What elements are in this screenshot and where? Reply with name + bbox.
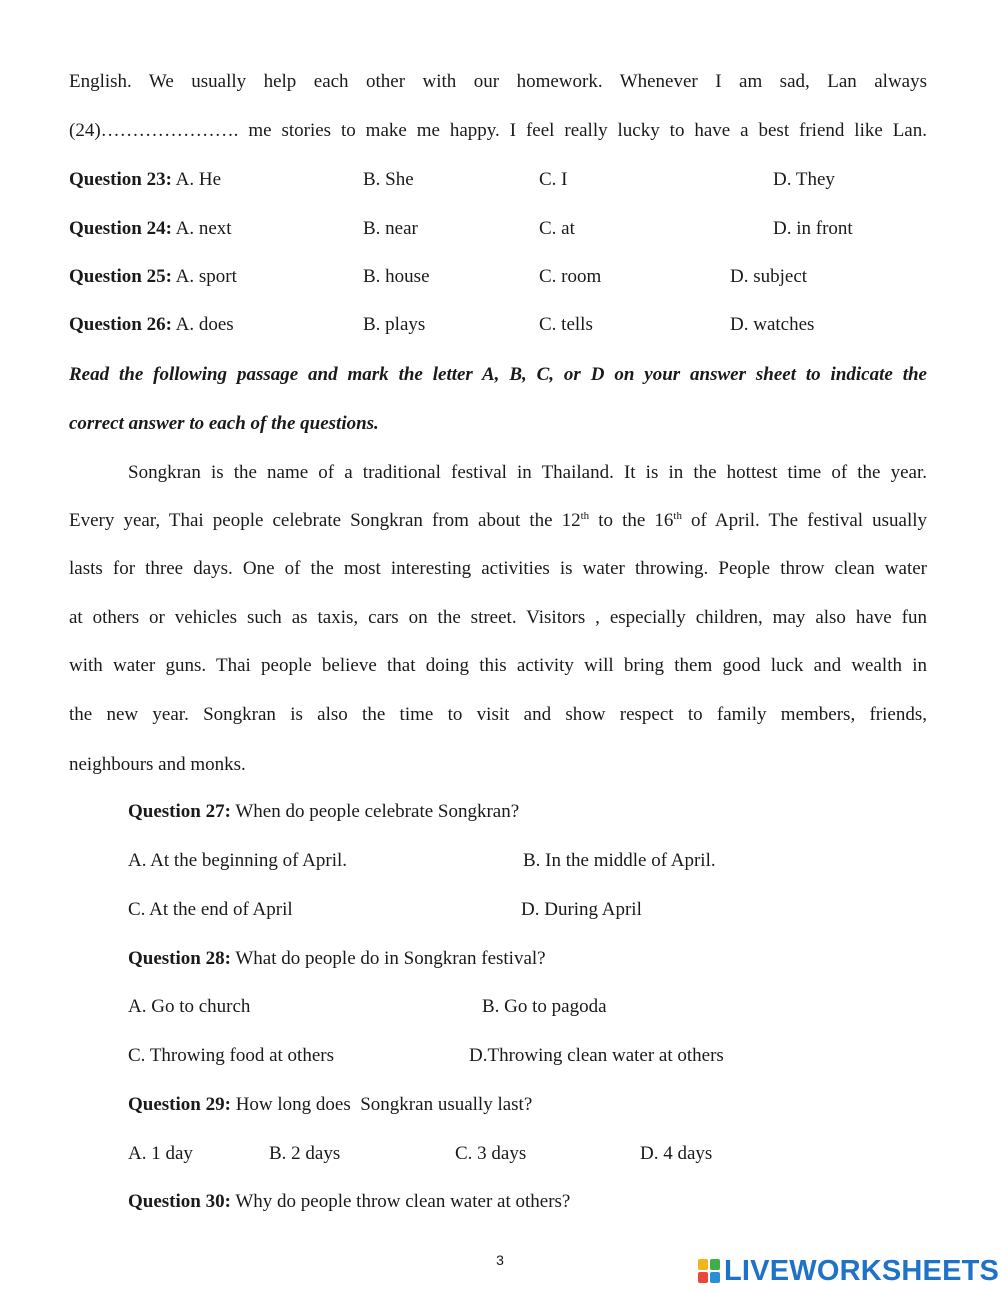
page-number: 3 (496, 1252, 504, 1268)
question-label: Question 27: (128, 801, 231, 822)
q28-option-d: D.Throwing clean water at others (469, 1045, 724, 1066)
liveworksheets-logo-icon (698, 1259, 720, 1283)
q29-option-b: B. 2 days (269, 1143, 341, 1164)
question-label: Question 28: (128, 948, 231, 969)
instruction-line: correct answer to each of the questions. (69, 413, 379, 434)
q27-option-a: A. At the beginning of April. (128, 850, 348, 871)
q28-option-b: B. Go to pagoda (482, 996, 607, 1017)
passage2-line: neighbours and monks. (69, 754, 246, 775)
option-c: C. tells (539, 314, 593, 335)
option-a: A. sport (175, 266, 237, 287)
option-b: B. near (363, 218, 418, 239)
option-b: B. plays (363, 314, 426, 335)
option-d: D. subject (730, 266, 808, 287)
question-30: Question 30: Why do people throw clean water at others? (128, 1191, 571, 1212)
q29-option-d: D. 4 days (640, 1143, 713, 1164)
passage2-line: with water guns. Thai people believe that doing this activity will bring them good luck and wealth in (69, 655, 927, 676)
question-label: Question 23: (69, 169, 172, 190)
passage2-line: at others or vehicles such as taxis, cars on the street. Visitors , especially children, may also have fun (69, 607, 927, 628)
option-d: D. in front (773, 218, 853, 239)
logo-text: LIVEWORKSHEETS (724, 1254, 1000, 1287)
question-label: Question 29: (128, 1094, 231, 1115)
option-c: C. room (539, 266, 602, 287)
q29-option-c: C. 3 days (455, 1143, 527, 1164)
q29-option-a: A. 1 day (128, 1143, 193, 1164)
option-c: C. I (539, 169, 568, 190)
q27-option-c: C. At the end of April (128, 899, 293, 920)
instruction-line: Read the following passage and mark the letter A, B, C, or D on your answer sheet to indicate the (69, 364, 927, 385)
question-27: Question 27: When do people celebrate Songkran? (128, 801, 520, 822)
option-c: C. at (539, 218, 575, 239)
option-b: B. She (363, 169, 414, 190)
question-label: Question 26: (69, 314, 172, 335)
liveworksheets-logo[interactable] (698, 1255, 999, 1287)
passage2-line: Songkran is the name of a traditional festival in Thailand. It is in the hottest time of the year. (128, 462, 927, 483)
question-28: Question 28: What do people do in Songkran festival? (128, 948, 546, 969)
passage2-line: lasts for three days. One of the most interesting activities is water throwing. People throw clean water (69, 558, 927, 579)
question-29: Question 29: How long does Songkran usually last? (128, 1094, 533, 1115)
q27-option-d: D. During April (521, 899, 642, 920)
option-a: A. does (175, 314, 234, 335)
option-a: A. next (175, 218, 232, 239)
passage1-line: (24)…………………. me stories to make me happy. I feel really lucky to have a best friend like Lan. (69, 120, 927, 141)
option-b: B. house (363, 266, 430, 287)
passage2-line: the new year. Songkran is also the time to visit and show respect to family members, friends, (69, 704, 927, 725)
q27-option-b: B. In the middle of April. (523, 850, 716, 871)
option-d: D. They (773, 169, 835, 190)
option-a: A. He (175, 169, 222, 190)
question-label: Question 24: (69, 218, 172, 239)
passage1-line: English. We usually help each other with our homework. Whenever I am sad, Lan always (69, 71, 927, 92)
question-label: Question 30: (128, 1191, 231, 1212)
passage2-line: Every year, Thai people celebrate Songkran from about the 12th to the 16th of April. The festival usually (69, 510, 927, 531)
question-label: Question 25: (69, 266, 172, 287)
q28-option-a: A. Go to church (128, 996, 251, 1017)
option-d: D. watches (730, 314, 815, 335)
q28-option-c: C. Throwing food at others (128, 1045, 334, 1066)
